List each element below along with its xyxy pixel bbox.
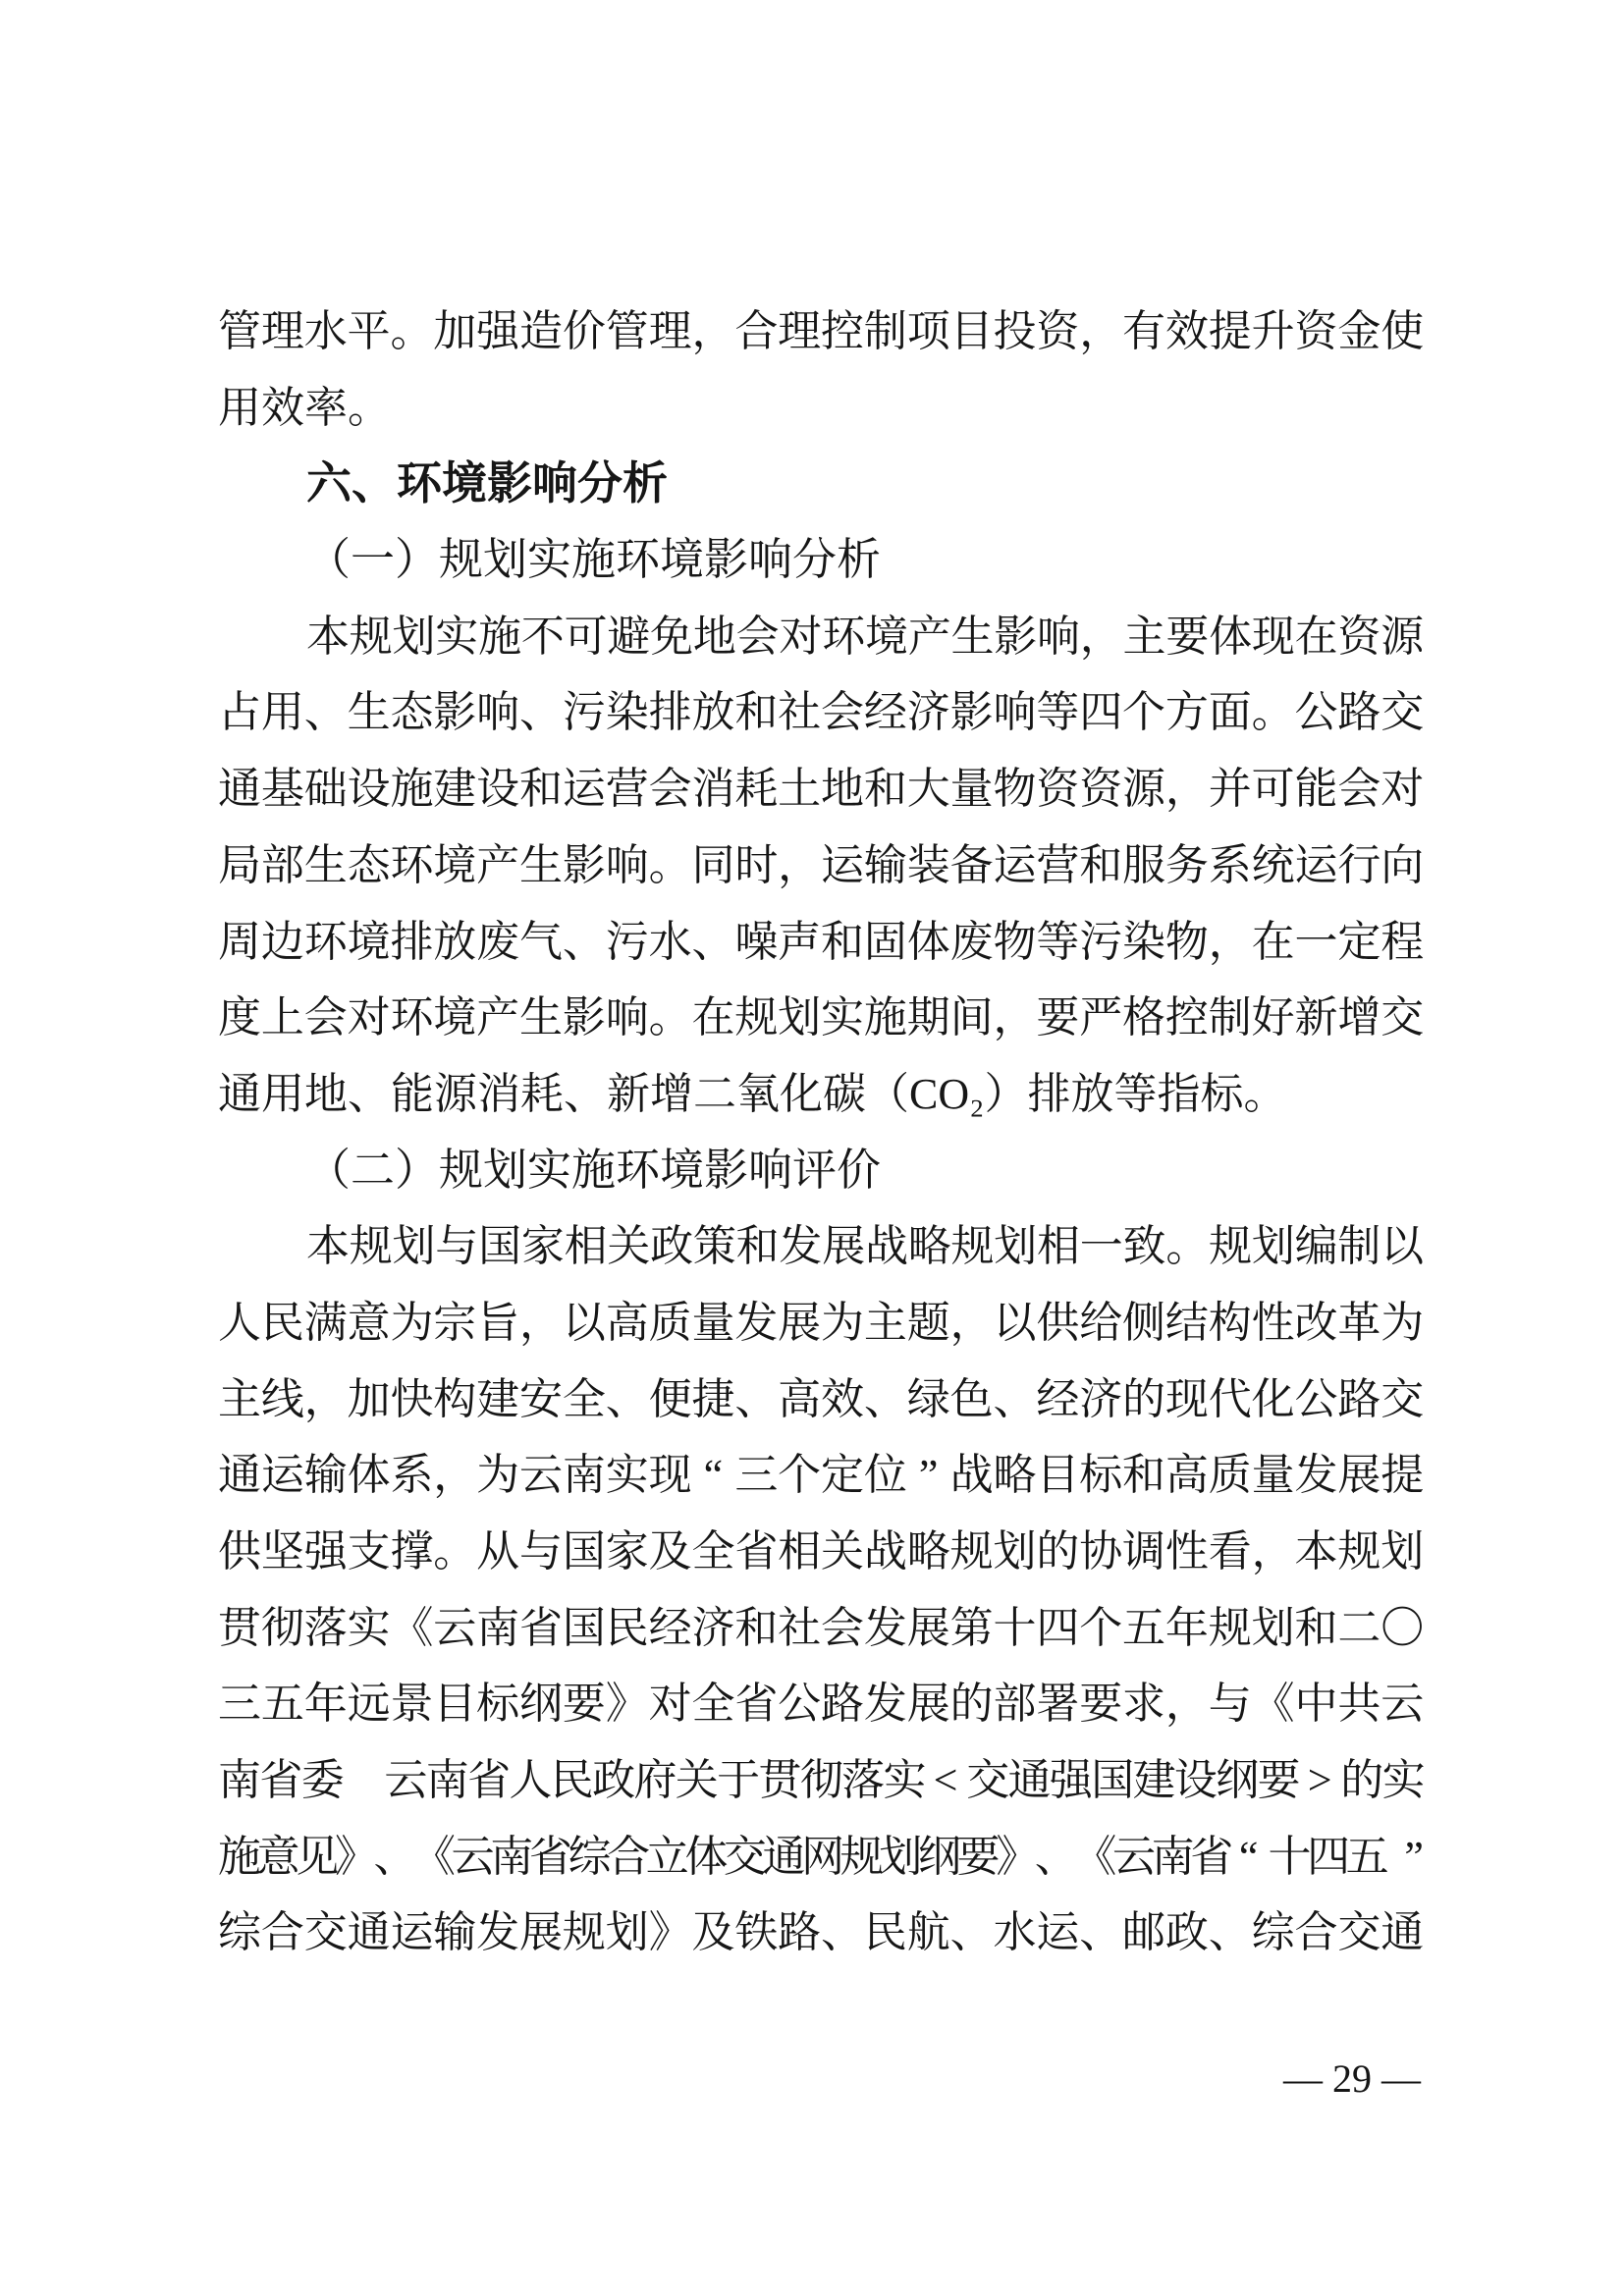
paragraph-line: 主 线 ， 加 快 构 建 安 全 、 便 捷 、 高 效 、 绿 色 、 经 济 的 现 代 化 公 路 交 (218, 1374, 1425, 1423)
paragraph-line: 度 上 会 对 环 境 产 生 影 响 。 在 规 划 实 施 期 间 ， 要 严 格 控 制 好 新 增 交 (218, 993, 1425, 1042)
paragraph-line: 通 基 础 设 施 建 设 和 运 营 会 消 耗 土 地 和 大 量 物 资 资 源 ， 并 可 能 会 对 (218, 765, 1425, 814)
paragraph-line: 人 民 满 意 为 宗 旨 ， 以 高 质 量 发 展 为 主 题 ， 以 供 给 侧 结 构 性 改 革 为 (218, 1298, 1425, 1347)
paragraph-line: 周 边 环 境 排 放 废 气 、 污 水 、 噪 声 和 固 体 废 物 等 污 染 物 ， 在 一 定 程 (218, 917, 1425, 966)
page-footer (218, 2054, 1421, 2105)
paragraph-line: 通用地、能源消耗、新增二氧化碳（CO₂）排放等指标。 (218, 1069, 1287, 1118)
paragraph-line: 贯 彻 落 实 《 云 南 省 国 民 经 济 和 社 会 发 展 第 十 四 个 五 年 规 划 和 二 〇 (218, 1603, 1425, 1652)
paragraph-line: 供 坚 强 支 撑 。 从 与 国 家 及 全 省 相 关 战 略 规 划 的 协 调 性 看 ， 本 规 划 (218, 1527, 1425, 1575)
paragraph-line: 用效率。 (218, 383, 391, 432)
paragraph-line: 管 理 水 平 。 加 强 造 价 管 理 ， 合 理 控 制 项 目 投 资 ， 有 效 提 升 资 金 使 (218, 307, 1425, 355)
paragraph-line: 三 五 年 远 景 目 标 纲 要 》 对 全 省 公 路 发 展 的 部 署 要 求 ， 与 《 中 共 云 (218, 1680, 1425, 1729)
paragraph-line: 通 运 输 体 系 ， 为 云 南 实 现 “ 三 个 定 位 ” 战 略 目 标 和 高 质 量 发 展 提 (218, 1451, 1425, 1500)
paragraph-line: 本 规 划 与 国 家 相 关 政 策 和 发 展 战 略 规 划 相 一 致 。 规 划 编 制 以 (306, 1222, 1425, 1271)
paragraph-line: 南 省 委 云 南 省 人 民 政 府 关 于 贯 彻 落 实 < 交 通 强 国 建 设 纲 要 > 的 实 (218, 1756, 1426, 1805)
text-block (218, 294, 1424, 1971)
paragraph-line: 局 部 生 态 环 境 产 生 影 响 。 同 时 ， 运 输 装 备 运 营 和 服 务 系 统 运 行 向 (218, 840, 1425, 889)
subsection-heading: （二）规划实施环境影响评价 (306, 1145, 882, 1195)
page-number: — 29 — (1283, 2056, 1421, 2101)
subsection-heading: （一）规划实施环境影响分析 (306, 535, 882, 585)
section-heading: 六、环境影响分析 (306, 457, 668, 509)
paragraph-line: 本 规 划 实 施 不 可 避 免 地 会 对 环 境 产 生 影 响 ， 主 要 体 现 在 资 源 (306, 612, 1425, 661)
paragraph-line: 综 合 交 通 运 输 发 展 规 划 》 及 铁 路 、 民 航 、 水 运 、 邮 政 、 综 合 交 通 (218, 1908, 1425, 1957)
paragraph-line: 施 意 见 》 、 《 云 南 省 综 合 立 体 交 通 网 规 划 纲 要 》 、 《 云 南 省 “ 十 四 五 ” (218, 1832, 1424, 1881)
paragraph-line: 占 用 、 生 态 影 响 、 污 染 排 放 和 社 会 经 济 影 响 等 四 个 方 面 。 公 路 交 (218, 688, 1425, 737)
